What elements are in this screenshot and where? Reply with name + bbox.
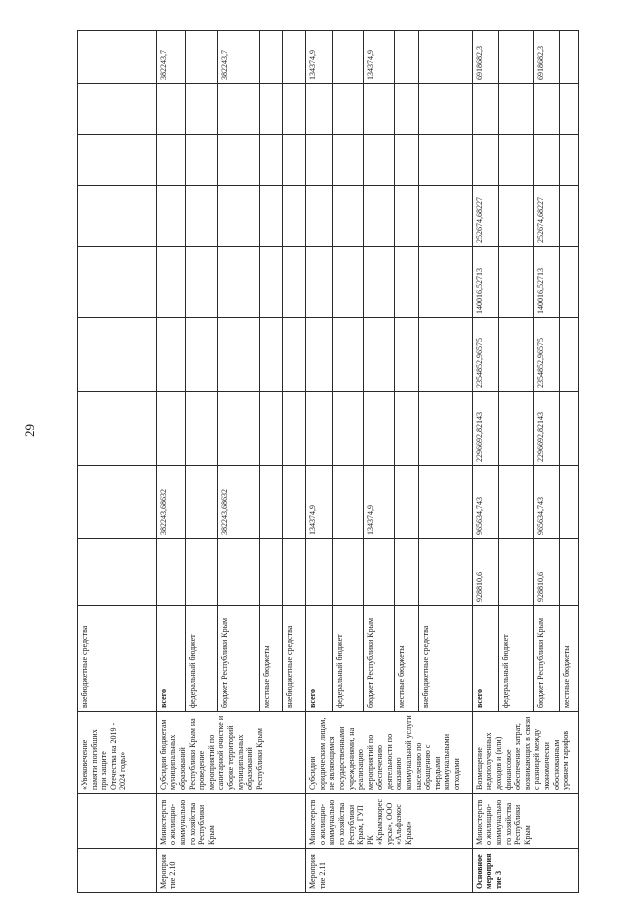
cell <box>78 539 157 606</box>
cell-value: 134374,9 <box>363 466 394 539</box>
cell-value <box>156 318 185 392</box>
cell-value <box>306 318 333 392</box>
cell <box>419 539 472 606</box>
cell <box>283 186 306 247</box>
cell <box>394 392 418 466</box>
cell-value <box>217 84 259 135</box>
cell <box>498 84 533 135</box>
cell-value: 965634,743 <box>472 466 498 539</box>
cell-source: всего <box>472 606 498 712</box>
cell <box>259 539 282 606</box>
cell <box>283 135 306 186</box>
cell <box>186 31 218 84</box>
cell <box>419 318 472 392</box>
cell <box>283 84 306 135</box>
cell <box>394 318 418 392</box>
cell-value: 928810,6 <box>472 539 498 606</box>
cell-value <box>363 84 394 135</box>
cell <box>394 247 418 318</box>
cell <box>78 186 157 247</box>
cell-value <box>156 247 185 318</box>
cell <box>259 392 282 466</box>
cell-value <box>217 186 259 247</box>
cell-source: всего <box>306 606 333 712</box>
cell <box>259 84 282 135</box>
cell <box>559 318 578 392</box>
cell <box>498 318 533 392</box>
table-row <box>78 31 157 893</box>
cell <box>186 392 218 466</box>
cell <box>419 186 472 247</box>
cell-value <box>363 539 394 606</box>
cell <box>259 247 282 318</box>
cell-value: 2354852,96575 <box>534 318 560 392</box>
cell <box>332 466 363 539</box>
cell <box>78 466 157 539</box>
table-row <box>306 31 333 893</box>
cell <box>78 794 157 849</box>
cell <box>78 84 157 135</box>
cell-value <box>217 247 259 318</box>
cell-source: внебюджетные средства <box>78 606 157 712</box>
cell-value: 252674,68227 <box>472 186 498 247</box>
cell <box>394 135 418 186</box>
cell-value <box>363 247 394 318</box>
cell-value <box>306 392 333 466</box>
cell-label: Основное мероприятие 3 <box>472 849 578 893</box>
cell <box>559 539 578 606</box>
cell <box>498 247 533 318</box>
cell-value <box>472 135 498 186</box>
cell-executor: Министерство жилищно-коммунального хозяйства Республики Крым <box>472 794 578 849</box>
cell <box>78 849 157 893</box>
cell <box>559 466 578 539</box>
cell-value <box>534 84 560 135</box>
cell-source: бюджет Республики Крым <box>217 606 259 712</box>
cell-value <box>156 392 185 466</box>
cell-value <box>472 84 498 135</box>
cell-source: местные бюджеты <box>259 606 282 712</box>
cell-description: «Увековечение памяти погибших при защите Отечества на 2019 - 2024 годы» <box>78 712 157 794</box>
cell-value <box>534 135 560 186</box>
cell-value <box>217 539 259 606</box>
cell-value: 134374,9 <box>306 466 333 539</box>
cell <box>186 84 218 135</box>
cell-source: внебюджетные средства <box>419 606 472 712</box>
cell-source: бюджет Республики Крым <box>534 606 560 712</box>
cell <box>419 466 472 539</box>
cell-value: 2296692,82143 <box>472 392 498 466</box>
cell <box>332 31 363 84</box>
cell-value <box>217 318 259 392</box>
cell <box>283 392 306 466</box>
cell-value: 928810,6 <box>534 539 560 606</box>
cell <box>332 318 363 392</box>
cell <box>332 84 363 135</box>
cell-value <box>363 135 394 186</box>
table-row <box>156 31 185 893</box>
cell <box>394 84 418 135</box>
cell-value <box>306 539 333 606</box>
cell <box>559 186 578 247</box>
cell-description: Субсидии юридическим лицам, не являющимся государственными учреждениями, на реализацию мероприятий по обеспечению деятельности по оказанию коммунальной услуги населению по обращению с твердыми коммунальными отходами <box>306 712 473 794</box>
cell-sum: 382243,7 <box>156 31 185 84</box>
cell <box>394 539 418 606</box>
cell <box>186 466 218 539</box>
cell-description: Субсидии бюджетам муниципальных образований Республики Крым на проведение мероприятий по санитарной очистке и уборке территорий муниципальных образований Республики Крым <box>156 712 305 794</box>
cell <box>498 392 533 466</box>
cell <box>419 247 472 318</box>
cell <box>498 135 533 186</box>
cell <box>332 247 363 318</box>
budget-table-sheet <box>77 31 579 893</box>
cell-sum: 6918682,3 <box>534 31 560 84</box>
cell <box>559 135 578 186</box>
cell <box>283 466 306 539</box>
cell-value: 140016,52713 <box>472 247 498 318</box>
cell-value <box>156 539 185 606</box>
cell-value <box>306 186 333 247</box>
cell <box>332 186 363 247</box>
cell-value: 2296692,82143 <box>534 392 560 466</box>
page-number: 29 <box>22 424 37 437</box>
cell <box>498 31 533 84</box>
cell <box>332 539 363 606</box>
cell <box>78 135 157 186</box>
cell <box>419 392 472 466</box>
cell-value: 2354852,96575 <box>472 318 498 392</box>
cell-sum: 382243,7 <box>217 31 259 84</box>
cell <box>332 135 363 186</box>
cell-sum: 134374,9 <box>363 31 394 84</box>
cell <box>259 135 282 186</box>
cell-source: внебюджетные средства <box>283 606 306 712</box>
cell <box>186 135 218 186</box>
cell-source: всего <box>156 606 185 712</box>
cell-value <box>156 135 185 186</box>
cell-value: 965634,743 <box>534 466 560 539</box>
cell <box>259 186 282 247</box>
cell-value <box>363 318 394 392</box>
cell <box>394 186 418 247</box>
cell <box>559 31 578 84</box>
cell <box>186 186 218 247</box>
cell-description: Возмещение недополученных доходов и (или) финансовое обеспечение затрат, возникающих в связи с разницей между экономически обоснованным уровнем тарифов <box>472 712 578 794</box>
cell <box>394 466 418 539</box>
cell-executor: Министерство жилищно-коммунального хозяйства Республики Крым, ГУП РК «Крымэкоресурсы», ООО «Альфаэкос Крым» <box>306 794 473 849</box>
cell <box>332 392 363 466</box>
cell-value <box>363 392 394 466</box>
table-row <box>472 31 498 893</box>
cell <box>186 318 218 392</box>
cell <box>259 466 282 539</box>
cell <box>78 318 157 392</box>
cell-source: бюджет Республики Крым <box>363 606 394 712</box>
cell <box>419 84 472 135</box>
cell-value <box>306 247 333 318</box>
cell <box>498 466 533 539</box>
cell <box>283 318 306 392</box>
cell-value <box>217 135 259 186</box>
cell-value: 382243,68632 <box>217 466 259 539</box>
cell-value <box>156 186 185 247</box>
cell <box>78 247 157 318</box>
cell-value: 382243,68632 <box>156 466 185 539</box>
cell <box>394 31 418 84</box>
cell <box>186 247 218 318</box>
cell <box>419 135 472 186</box>
cell <box>419 31 472 84</box>
cell-value: 252674,68227 <box>534 186 560 247</box>
cell-value <box>156 84 185 135</box>
cell-source: федеральный бюджет <box>332 606 363 712</box>
cell <box>259 318 282 392</box>
cell <box>78 31 157 84</box>
cell-sum: 6918682,3 <box>472 31 498 84</box>
cell-source: федеральный бюджет <box>498 606 533 712</box>
cell <box>283 247 306 318</box>
cell-value <box>306 84 333 135</box>
cell-sum: 134374,9 <box>306 31 333 84</box>
cell <box>283 31 306 84</box>
cell-executor: Министерство жилищно-коммунального хозяйства Республики Крым <box>156 794 305 849</box>
cell-value <box>363 186 394 247</box>
cell <box>78 392 157 466</box>
cell <box>186 539 218 606</box>
cell <box>559 392 578 466</box>
cell-value <box>306 135 333 186</box>
cell <box>283 539 306 606</box>
cell <box>498 539 533 606</box>
cell-label: Мероприятие 2.11 <box>306 849 473 893</box>
cell <box>559 247 578 318</box>
cell-label: Мероприятие 2.10 <box>156 849 305 893</box>
cell <box>498 186 533 247</box>
cell-value <box>217 392 259 466</box>
cell <box>559 84 578 135</box>
cell-source: федеральный бюджет <box>186 606 218 712</box>
cell-source: местные бюджеты <box>559 606 578 712</box>
cell-source: местные бюджеты <box>394 606 418 712</box>
cell <box>259 31 282 84</box>
budget-table <box>77 30 579 893</box>
cell-value: 140016,52713 <box>534 247 560 318</box>
